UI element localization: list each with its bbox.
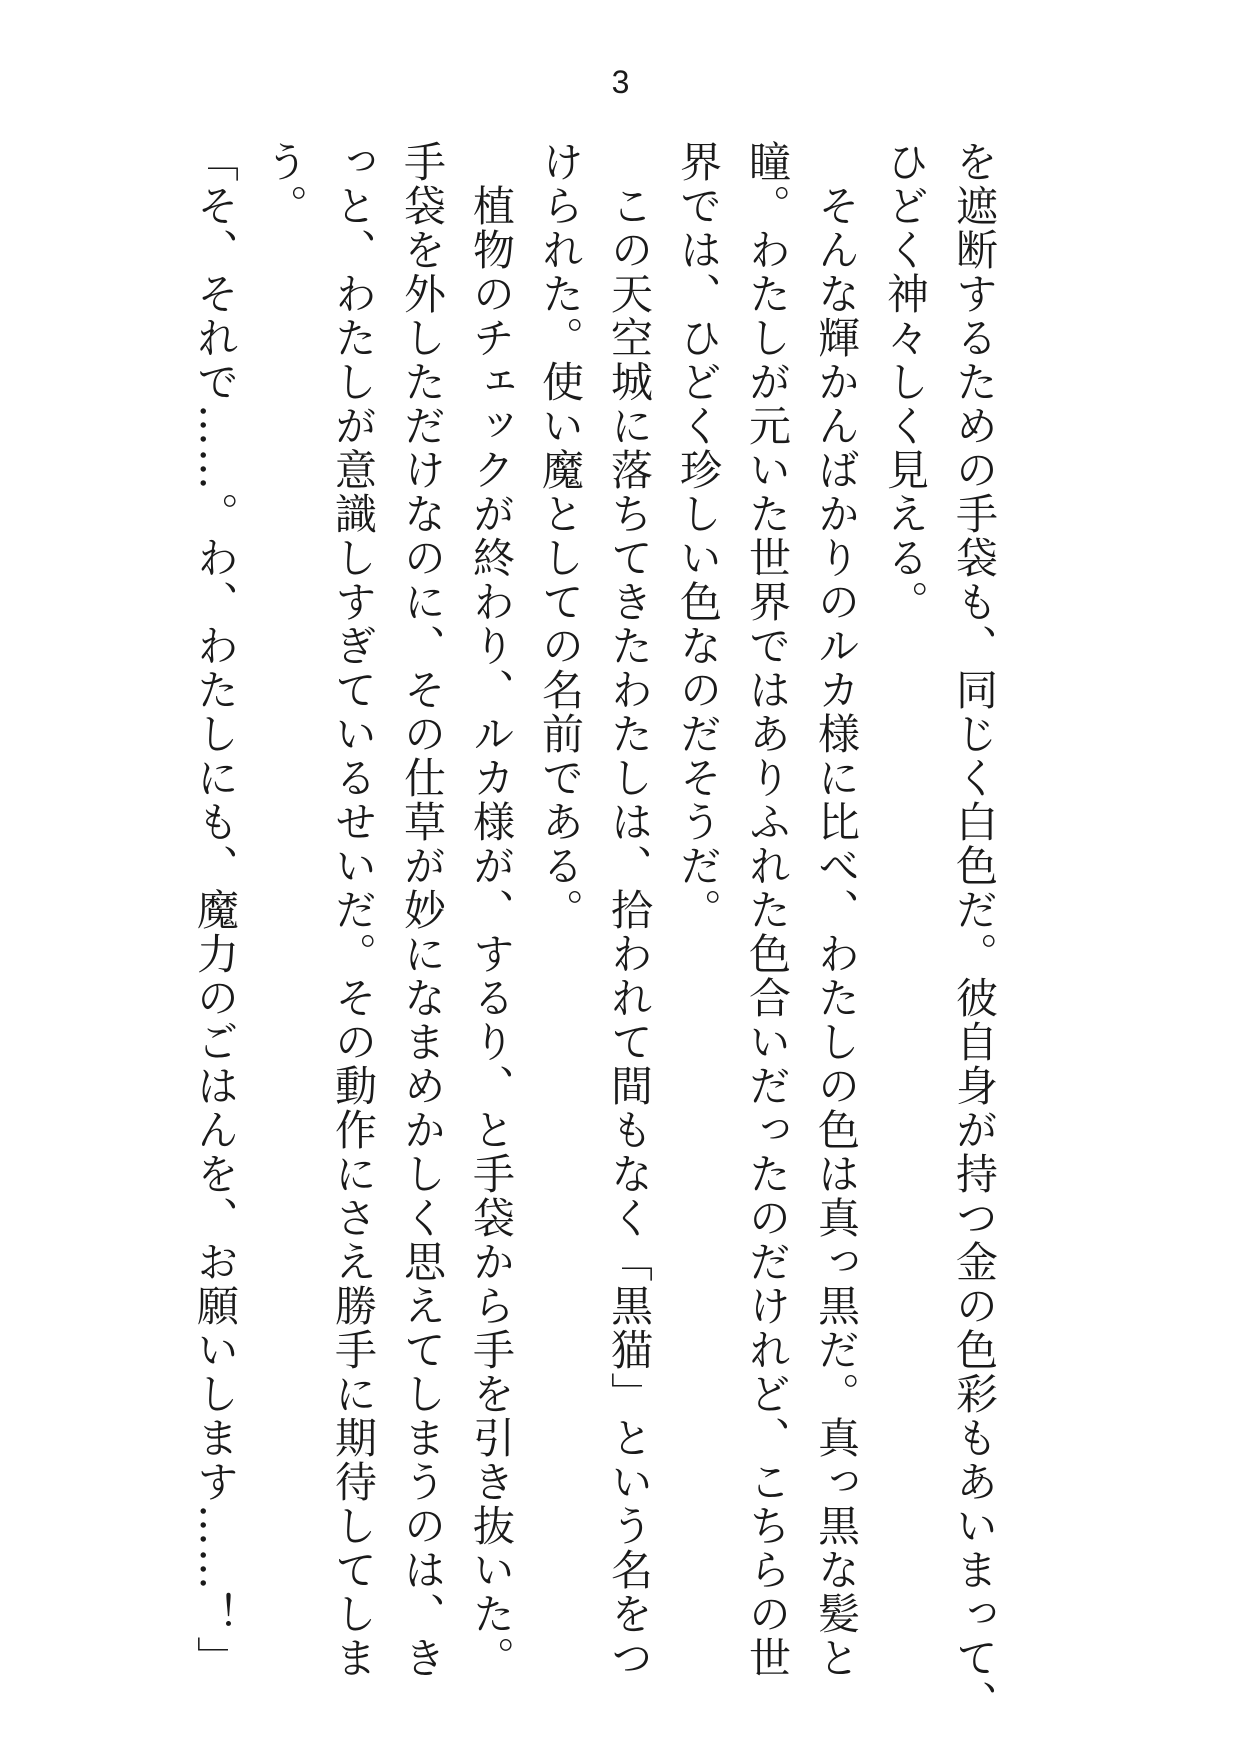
vertical-text-body xyxy=(181,140,1009,1724)
text-line: けられた。使い魔としての名前である。 xyxy=(536,140,585,932)
text-line: 植物のチェックが終わり、ルカ様が、するり、と手袋から手を引き抜いた。 xyxy=(467,140,516,1680)
text-line: っと、わたしが意識しすぎているせいだ。その動作にさえ勝手に期待してしま xyxy=(329,140,378,1680)
text-line: ひどく神々しく見える。 xyxy=(881,140,930,624)
text-line: を遮断するための手袋も、同じく白色だ。彼自身が持つ金の色彩もあいまって、 xyxy=(950,140,999,1724)
text-line: この天空城に落ちてきたわたしは、拾われて間もなく「黒猫」という名をつ xyxy=(605,140,654,1680)
text-line: そんな輝かんばかりのルカ様に比べ、わたしの色は真っ黒だ。真っ黒な髪と xyxy=(812,140,861,1680)
text-line: 瞳。わたしが元いた世界ではありふれた色合いだったのだけれど、こちらの世 xyxy=(743,140,792,1680)
text-line: 界では、ひどく珍しい色なのだそうだ。 xyxy=(674,140,723,932)
text-line: 手袋を外しただけなのに、その仕草が妙になまめかしく思えてしまうのは、き xyxy=(398,140,447,1680)
text-line: う。 xyxy=(260,140,309,228)
page-number: 3 xyxy=(611,64,630,100)
text-line: 「そ、それで……。わ、わたしにも、魔力のごはんを、お願いします……！」 xyxy=(191,140,240,1680)
